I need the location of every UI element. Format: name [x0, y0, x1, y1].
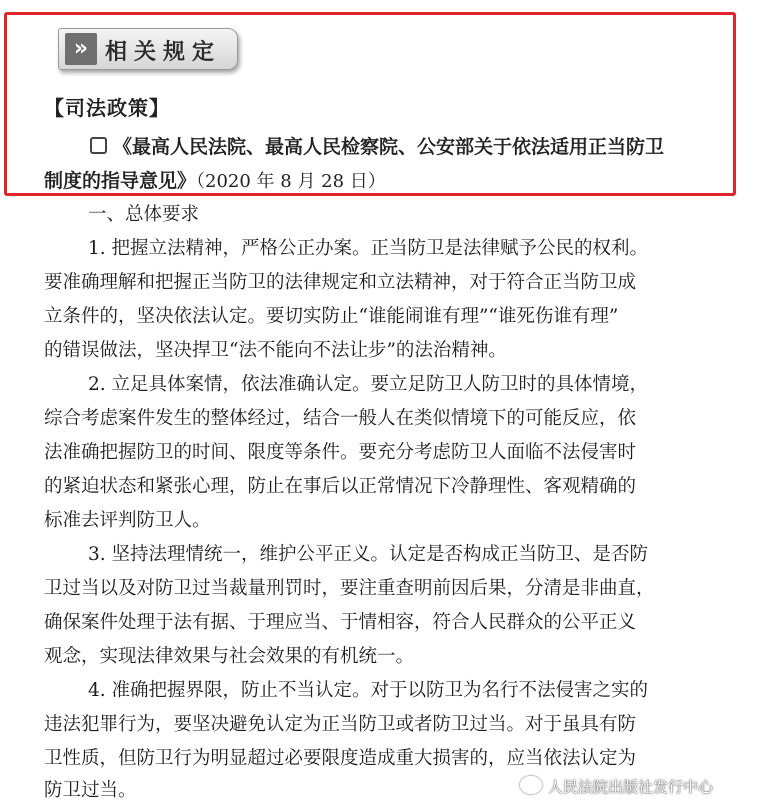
- paragraph-1-line: 1. 把握立法精神，严格公正办案。正当防卫是法律赋予公民的权利。: [88, 238, 649, 259]
- section-heading: 【司法政策】: [44, 96, 170, 120]
- paragraph-2-line: 法准确把握防卫的时间、限度等条件。要充分考虑防卫人面临不法侵害时: [44, 442, 637, 463]
- watermark-text: 人民法院出版社发行中心: [548, 778, 714, 796]
- paragraph-4-line: 卫性质，但防卫行为明显超过必要限度造成重大损害的，应当依法认定为: [44, 748, 637, 769]
- related-rules-badge: [58, 28, 238, 70]
- checkbox-square-icon: [90, 137, 107, 154]
- document-title-continued: [44, 166, 386, 193]
- document-title-line1: 《最高人民法院、最高人民检察院、公安部关于依法适用正当防卫: [113, 136, 665, 158]
- paragraph-2-line: 标准去评判防卫人。: [44, 510, 211, 531]
- double-chevron-icon: »: [65, 33, 97, 65]
- paragraph-3-line: 卫过当以及对防卫过当裁量刑罚时，要注重查明前因后果，分清是非曲直，: [44, 578, 655, 599]
- document-title: [90, 132, 664, 159]
- weibo-icon: [520, 776, 542, 794]
- document-date: （2020 年 8 月 28 日）: [196, 171, 386, 192]
- paragraph-2-line: 综合考虑案件发生的整体经过，结合一般人在类似情境下的可能反应，依: [44, 408, 637, 429]
- document-title-line2: 制度的指导意见》: [44, 170, 197, 192]
- paragraph-4-line: 4. 准确把握界限，防止不当认定。对于以防卫为名行不法侵害之实的: [88, 680, 649, 701]
- paragraph-1-line: 立条件的，坚决依法认定。要切实防止“谁能闹谁有理”“谁死伤谁有理”: [44, 306, 619, 327]
- paragraph-3-line: 确保案件处理于法有据、于理应当、于情相容，符合人民群众的公平正义: [44, 612, 637, 633]
- badge-title: 相关规定: [105, 40, 222, 65]
- paragraph-4-line: 防卫过当。: [44, 780, 137, 801]
- paragraph-1-line: 要准确理解和把握正当防卫的法律规定和立法精神，对于符合正当防卫成: [44, 272, 637, 293]
- paragraph-3-line: 观念，实现法律效果与社会效果的有机统一。: [44, 646, 415, 667]
- paragraph-3-line: 3. 坚持法理情统一，维护公平正义。认定是否构成正当防卫、是否防: [88, 544, 649, 565]
- paragraph-1-line: 的错误做法，坚决捍卫“法不能向不法让步”的法治精神。: [44, 340, 507, 361]
- heading-general-requirements: 一、总体要求: [88, 204, 200, 225]
- paragraph-2-line: 的紧迫状态和紧张心理，防止在事后以正常情况下冷静理性、客观精确的: [44, 476, 637, 497]
- paragraph-4-line: 违法犯罪行为，要坚决避免认定为正当防卫或者防卫过当。对于虽具有防: [44, 714, 637, 735]
- weibo-watermark: [520, 776, 713, 797]
- paragraph-2-line: 2. 立足具体案情，依法准确认定。要立足防卫人防卫时的具体情境，: [88, 374, 649, 395]
